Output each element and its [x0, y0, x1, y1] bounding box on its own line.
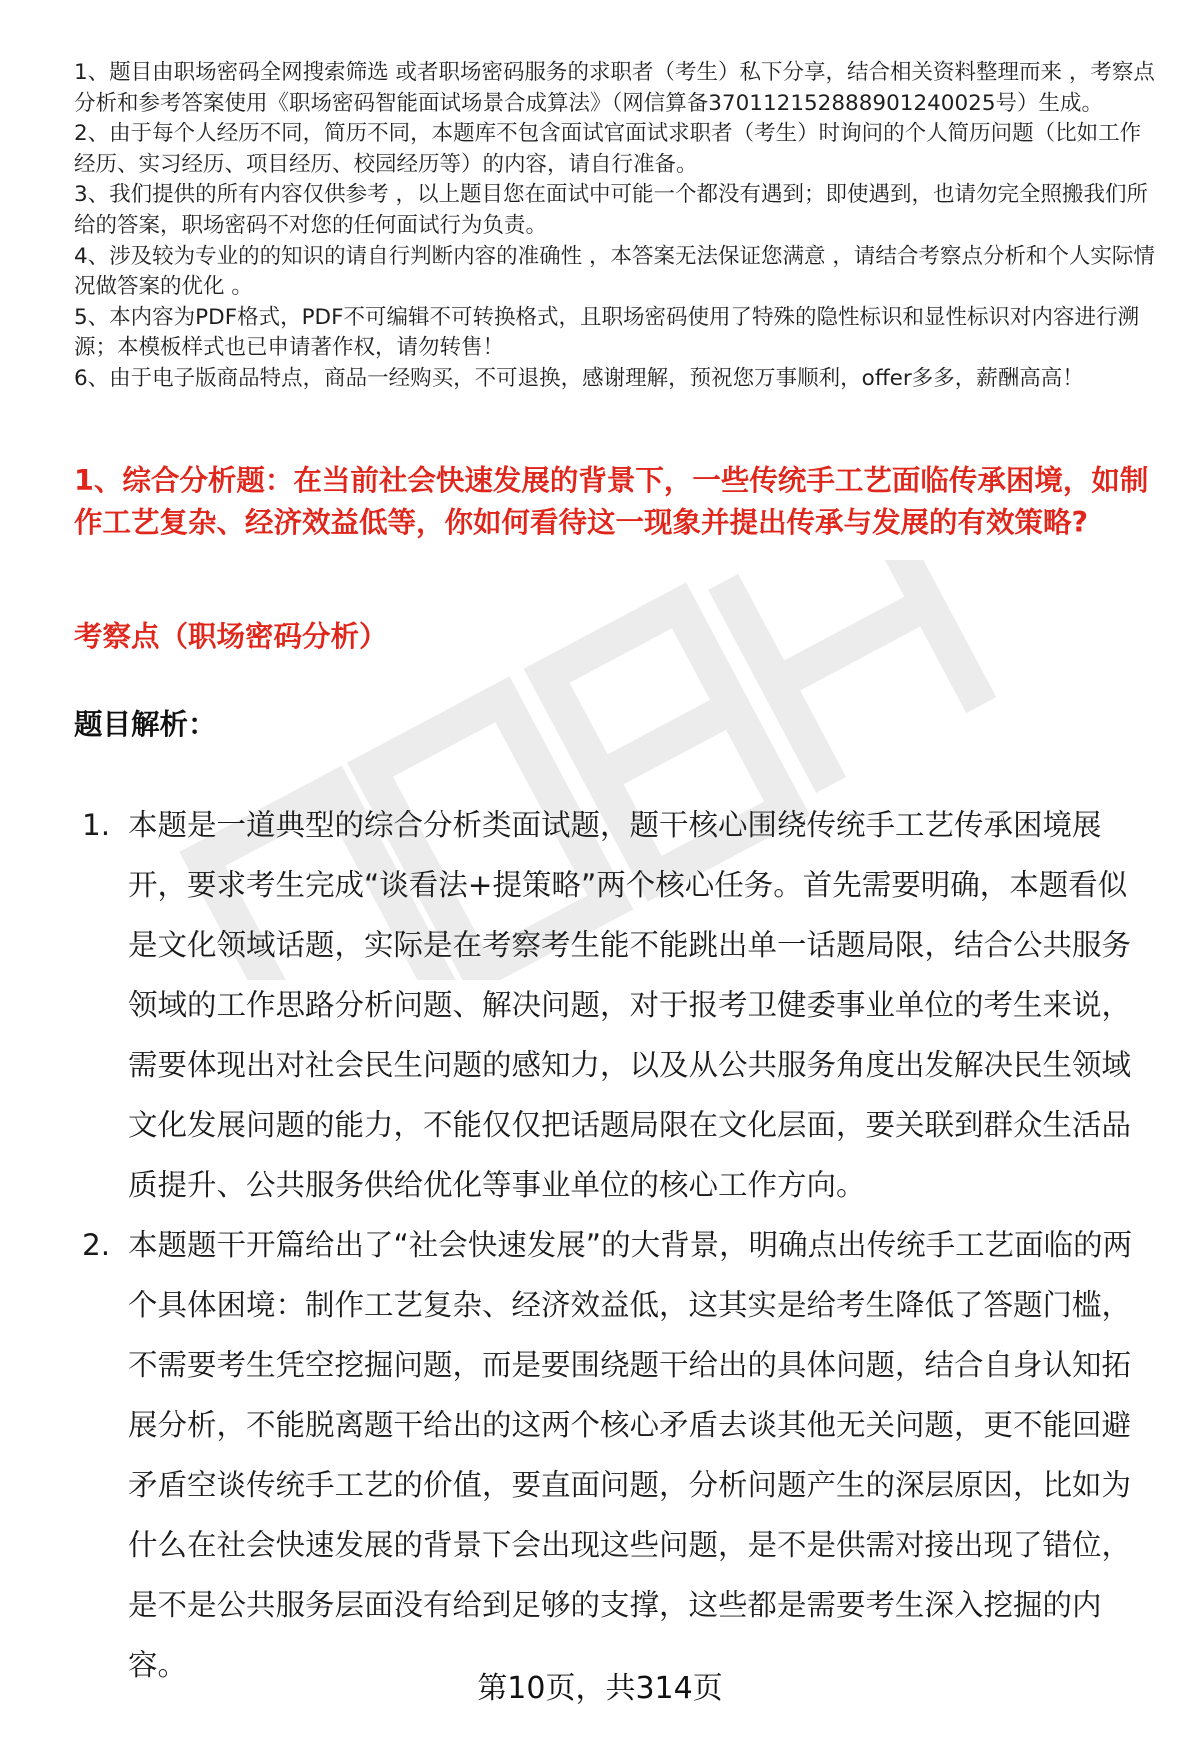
notice-line-1: 1、题目由职场密码全网搜索筛选 或者职场密码服务的求职者（考生）私下分享，结合相关资料整理而来 ，考察点分析和参考答案使用《职场密码智能面试场景合成算法》（网信算备370112152888901240025号）生成。 [74, 60, 1155, 116]
analysis-item [82, 795, 1152, 1215]
notice-line-6: 6、由于电子版商品特点，商品一经购买，不可退换，感谢理解，预祝您万事顺利，offer多多，薪酬高高！ [74, 365, 1084, 391]
analysis-heading: 题目解析： [74, 708, 217, 741]
notice-line-4: 4、涉及较为专业的的知识的请自行判断内容的准确性 ，本答案无法保证您满意 ，请结合考察点分析和个人实际情况做答案的优化 。 [74, 243, 1155, 300]
question-heading: 1、综合分析题：在当前社会快速发展的背景下，一些传统手工艺面临传承困境，如制作工艺复杂、经济效益低等，你如何看待这一现象并提出传承与发展的有效策略? [74, 464, 1149, 539]
notice-line-5: 5、本内容为PDF格式，PDF不可编辑不可转换格式，且职场密码使用了特殊的隐性标识和显性标识对内容进行溯源；本模板样式也已申请著作权，请勿转售！ [74, 304, 1139, 361]
notice-line-3: 3、我们提供的所有内容仅供参考 ，以上题目您在面试中可能一个都没有遇到；即使遇到，也请勿完全照搬我们所给的答案，职场密码不对您的任何面试行为负责。 [74, 182, 1149, 238]
analysis-item-number: 1. [82, 808, 111, 842]
assessment-point-heading: 考察点（职场密码分析） [74, 620, 388, 653]
disclaimer-notice [74, 58, 1156, 395]
analysis-item-text: 本题题干开篇给出了“社会快速发展”的大背景，明确点出传统手工艺面临的两个具体困境：制作工艺复杂、经济效益低，这其实是给考生降低了答题门槛，不需要考生凭空挖掘问题，而是要围绕题干给出的具体问题，结合自身认知拓展分析，不能脱离题干给出的这两个核心矛盾去谈其他无关问题，更不能回避矛盾空谈传统手工艺的价值，要直面问题，分析问题产生的深层原因，比如为什么在社会快速发展的背景下会出现这些问题，是不是供需对接出现了错位，是不是公共服务层面没有给到足够的支撑，这些都是需要考生深入挖掘的内容。 [128, 1228, 1133, 1682]
page-number-footer: 第10页，共314页 [477, 1671, 723, 1706]
analysis-item-number: 2. [82, 1228, 111, 1262]
analysis-list [82, 795, 1152, 1695]
notice-line-2: 2、由于每个人经历不同，简历不同，本题库不包含面试官面试求职者（考生）时询问的个人简历问题（比如工作经历、实习经历、项目经历、校园经历等）的内容，请自行准备。 [74, 121, 1142, 177]
analysis-item [82, 1215, 1152, 1695]
analysis-item-text: 本题是一道典型的综合分析类面试题，题干核心围绕传统手工艺传承困境展开，要求考生完成“谈看法+提策略”两个核心任务。首先需要明确，本题看似是文化领域话题，实际是在考察考生能不能跳出单一话题局限，结合公共服务领域的工作思路分析问题、解决问题，对于报考卫健委事业单位的考生来说，需要体现出对社会民生问题的感知力，以及从公共服务角度出发解决民生领域文化发展问题的能力，不能仅仅把话题局限在文化层面，要关联到群众生活品质提升、公共服务供给优化等事业单位的核心工作方向。 [128, 808, 1132, 1202]
